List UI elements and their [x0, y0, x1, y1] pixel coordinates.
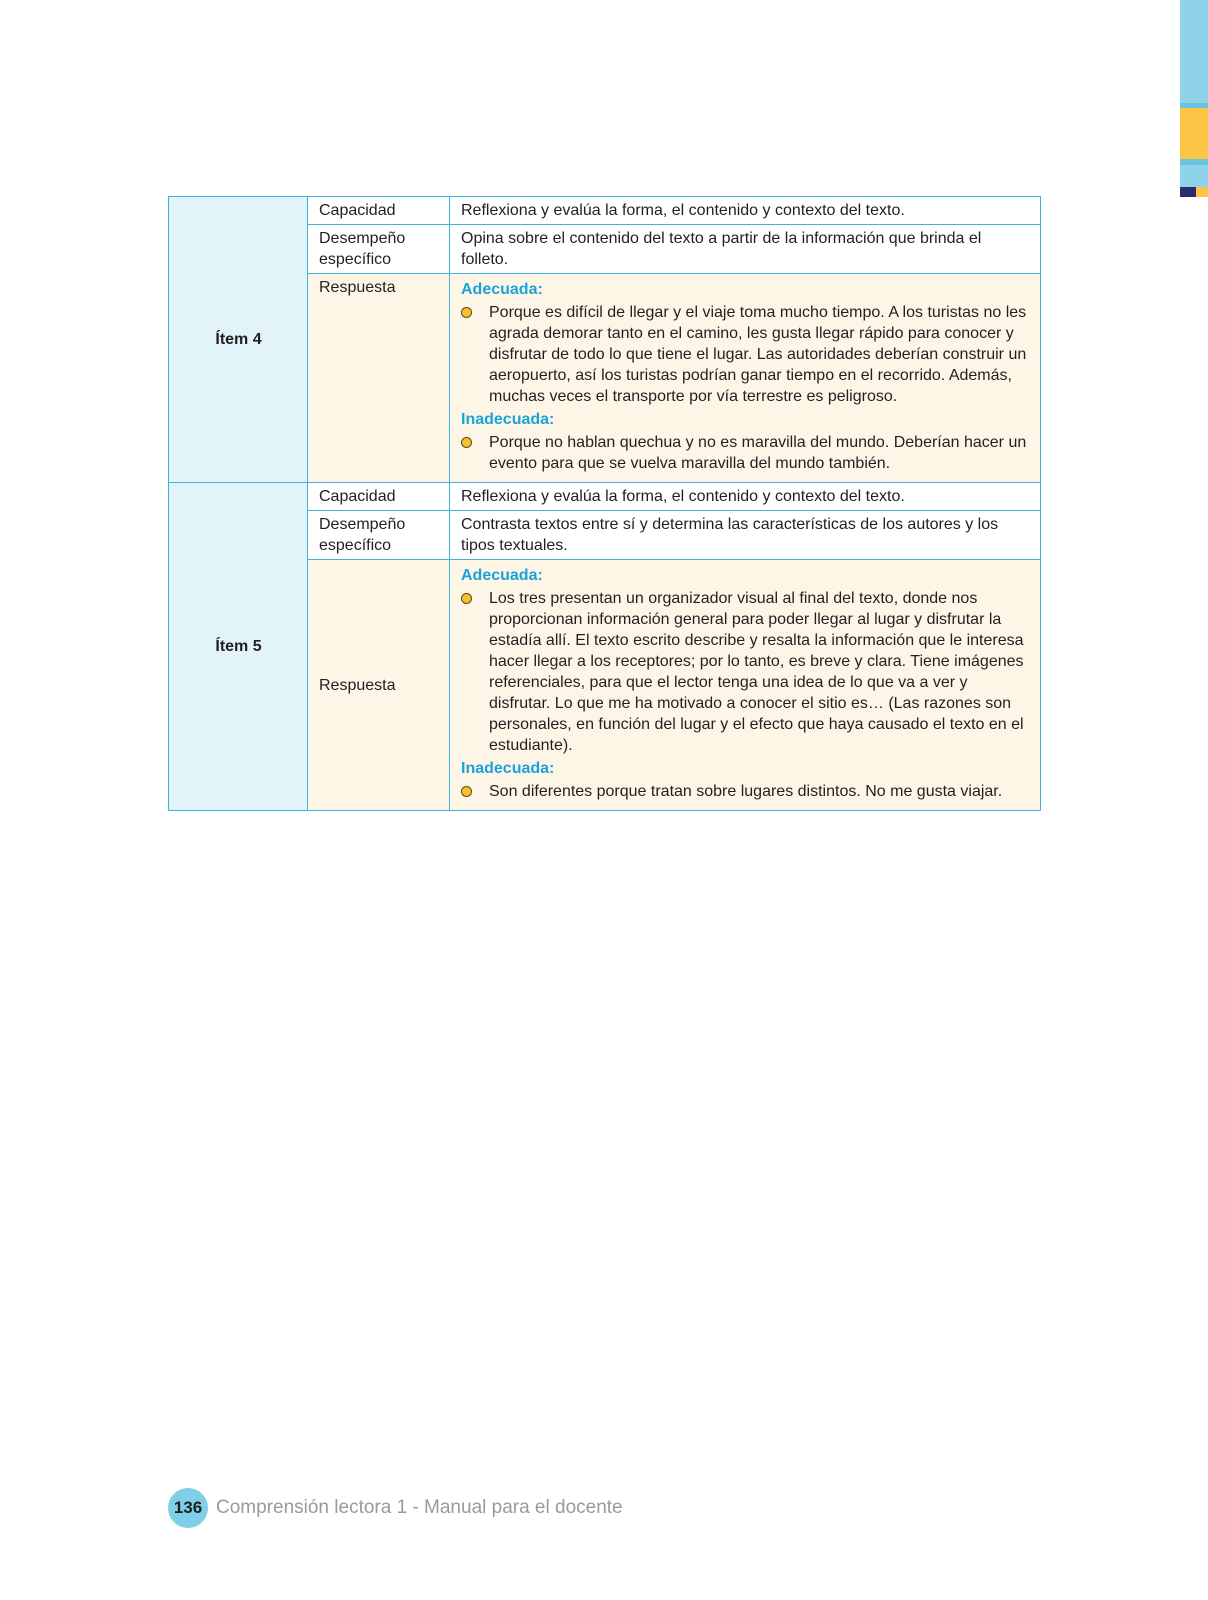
row-label-respuesta: Respuesta — [308, 274, 450, 483]
bullet-icon — [461, 593, 472, 604]
inadecuada-heading: Inadecuada: — [461, 760, 555, 777]
desempeno-text: Opina sobre el contenido del texto a partir de la información que brinda el folleto. — [450, 225, 1041, 274]
adecuada-list — [461, 302, 1030, 407]
inadecuada-text: Porque no hablan quechua y no es maravilla del mundo. Deberían hacer un evento para que se vuelva maravilla del mundo también. — [489, 434, 1027, 472]
row-label-capacidad: Capacidad — [308, 197, 450, 225]
adecuada-list — [461, 588, 1030, 756]
inadecuada-heading: Inadecuada: — [461, 411, 555, 428]
list-item — [489, 588, 1030, 756]
table-row — [169, 483, 1041, 511]
list-item — [489, 781, 1030, 802]
desempeno-text: Contrasta textos entre sí y determina las características de los autores y los tipos textuales. — [450, 511, 1041, 560]
row-label-desempeno: Desempeño específico — [308, 225, 450, 274]
page-footer — [168, 1488, 623, 1528]
row-label-respuesta: Respuesta — [308, 560, 450, 811]
page-number: 136 — [168, 1488, 208, 1528]
capacidad-text: Reflexiona y evalúa la forma, el contenido y contexto del texto. — [450, 483, 1041, 511]
item-title: Ítem 4 — [169, 197, 308, 483]
adecuada-heading: Adecuada: — [461, 567, 543, 584]
bullet-icon — [461, 307, 472, 318]
inadecuada-list — [461, 432, 1030, 474]
inadecuada-list — [461, 781, 1030, 802]
adecuada-text: Los tres presentan un organizador visual al final del texto, donde nos proporcionan información general para poder llegar al lugar y disfrutar la estadía allí. El texto escrito describe y resalta la información que le interesa hacer llegar a los receptores; por lo tanto, es breve y clara. Tiene imágenes referenciales, para que el lector tenga una idea de lo que va a ver y disfrutar. Lo que me ha motivado a conocer el sitio es… (Las razones son personales, en función del lugar y el efecto que haya causado el texto en el estudiante). — [489, 590, 1024, 754]
list-item — [489, 432, 1030, 474]
edge-color-tab — [1180, 0, 1208, 197]
table-row — [169, 197, 1041, 225]
adecuada-heading: Adecuada: — [461, 281, 543, 298]
adecuada-text: Porque es difícil de llegar y el viaje toma mucho tiempo. A los turistas no les agrada demorar tanto en el camino, les gusta llegar rápido para conocer y disfrutar de todo lo que tiene el lugar. Las autoridades deberían construir un aeropuerto, así los turistas podrían ganar tiempo en el recorrido. Además, muchas veces el transporte por vía terrestre es peligroso. — [489, 304, 1027, 405]
item-title: Ítem 5 — [169, 483, 308, 811]
inadecuada-text: Son diferentes porque tratan sobre lugares distintos. No me gusta viajar. — [489, 783, 1003, 800]
respuesta-content — [450, 560, 1041, 811]
respuesta-content — [450, 274, 1041, 483]
bullet-icon — [461, 786, 472, 797]
footer-title: Comprensión lectora 1 - Manual para el docente — [216, 1497, 623, 1518]
bullet-icon — [461, 437, 472, 448]
capacidad-text: Reflexiona y evalúa la forma, el contenido y contexto del texto. — [450, 197, 1041, 225]
rubric-table — [168, 196, 1041, 811]
list-item — [489, 302, 1030, 407]
row-label-capacidad: Capacidad — [308, 483, 450, 511]
row-label-desempeno: Desempeño específico — [308, 511, 450, 560]
